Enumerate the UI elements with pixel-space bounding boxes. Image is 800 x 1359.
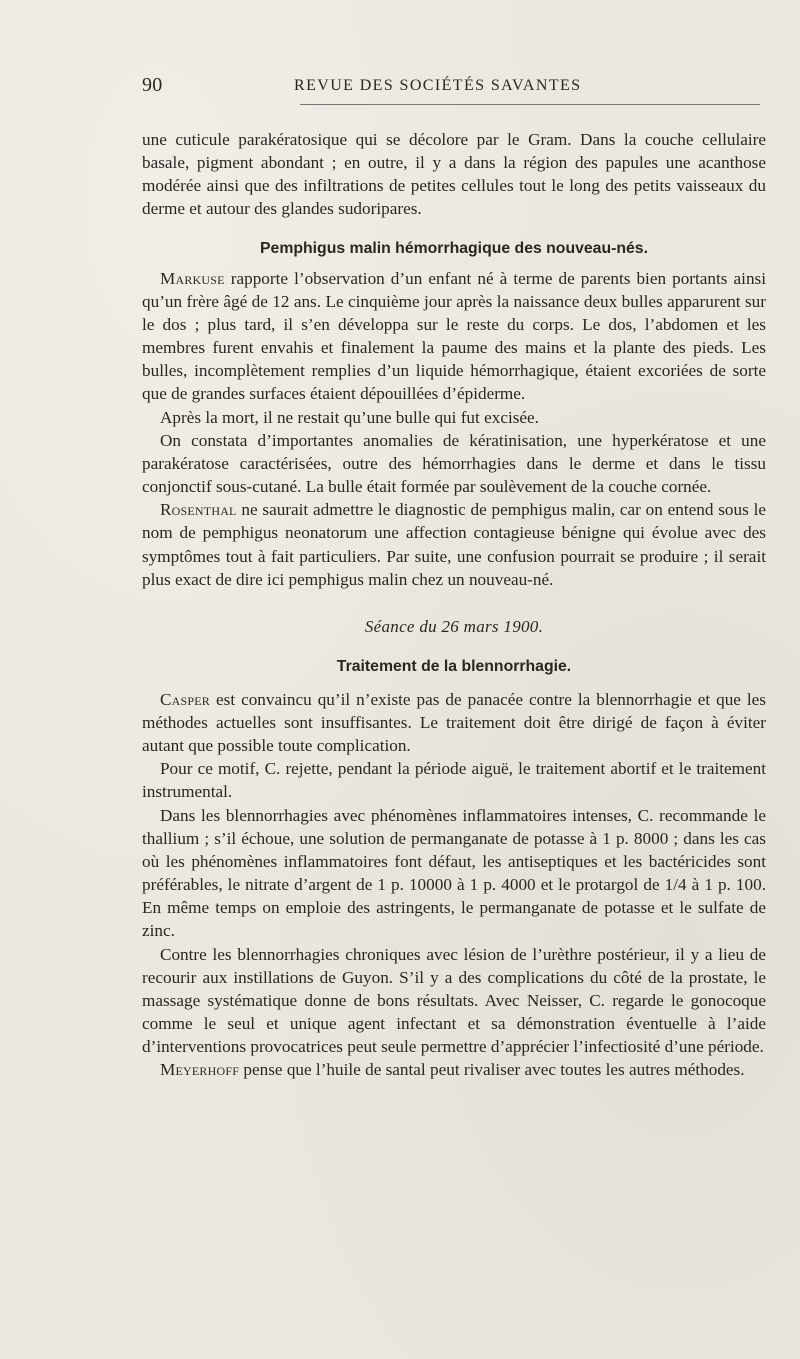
paragraph-meyerhoff — [142, 1058, 766, 1081]
paragraph-markuse — [142, 267, 766, 406]
author-name: Markuse — [160, 268, 225, 288]
article-body — [142, 128, 766, 1081]
running-title: REVUE DES SOCIÉTÉS SAVANTES — [294, 77, 582, 94]
paragraph-text: est convaincu qu’il n’existe pas de panacée contre la blennorrhagie et que les méthodes actuelles sont insuffisantes. Le traitement doit être dirigé de façon à éviter autant que possible toute complication. — [142, 689, 766, 756]
author-name: Rosenthal — [160, 500, 237, 520]
paragraph-rosenthal — [142, 498, 766, 591]
paragraph-text: On constata d’importantes anomalies de kératinisation, une hyperkératose et une parakératose caractérisées, outre des hémorrhagies dans le derme et dans le tissu conjonctif sous-cutané. La bulle était formée par soulèvement de la couche cornée. — [142, 430, 766, 497]
paragraph-text: Pour ce motif, C. rejette, pendant la période aiguë, le traitement abortif et le traitement instrumental. — [142, 759, 766, 802]
paragraph-text: rapporte l’observation d’un enfant né à terme de parents bien portants ainsi qu’un frère âgé de 12 ans. Le cinquième jour après la naissance deux bulles apparurent sur le dos ; plus tard, il s’en développa sur le reste du corps. Le dos, l’abdomen et les membres furent envahis et finalement la paume des mains et la plante des pieds. Les bulles, incomplètement remplies d’un liquide hémorrhagique, étaient excoriées de sorte que de grandes surfaces étaient dépouillées d’épiderme. — [142, 268, 766, 404]
paragraph-continuation: une cuticule parakératosique qui se décolore par le Gram. Dans la couche cellulaire basale, pigment abondant ; en outre, il y a dans la région des papules une acanthose modérée ainsi que des infiltrations de petites cellules tout le long des petits vaisseaux du derme et autour des glandes sudoripares. — [142, 130, 766, 219]
section-title-pemphigus: Pemphigus malin hémorrhagique des nouveau-nés. — [260, 239, 648, 257]
header-rule — [300, 104, 760, 105]
section-title-blennorrhagie: Traitement de la blennorrhagie. — [336, 657, 572, 675]
page-number: 90 — [142, 74, 163, 96]
session-heading: Séance du 26 mars 1900. — [364, 616, 544, 636]
author-name: Meyerhoff — [160, 1060, 240, 1080]
paragraph-text: pense que l’huile de santal peut rivaliser avec toutes les autres méthodes. — [239, 1060, 745, 1080]
author-name: Casper — [160, 689, 211, 709]
paragraph-text: ne saurait admettre le diagnostic de pemphigus malin, car on entend sous le nom de pemphigus neonatorum une affection contagieuse bénigne qui évolue avec des symptômes tout à fait particuliers. Par suite, une confusion pourrait se produire ; il serait plus exact de dire ici pemphigus malin chez un nouveau-né. — [142, 500, 766, 589]
paragraph-casper — [142, 688, 766, 757]
paragraph-text: Après la mort, il ne restait qu’une bulle qui fut excisée. — [160, 407, 539, 427]
paragraph-text: Dans les blennorrhagies avec phénomènes inflammatoires intenses, C. recommande le thallium ; s’il échoue, une solution de permanganate de potasse à 1 p. 8000 ; dans les cas où les phénomènes inflammatoires font défaut, les antiseptiques et les bactéricides sont préférables, le nitrate d’argent de 1 p. 10000 à 1 p. 4000 et le protargol de 1/4 à 1 p. 100. En même temps on emploie des astringents, le permanganate de potasse et le sulfate de zinc. — [142, 805, 766, 941]
page-header — [142, 74, 766, 106]
paragraph-text: Contre les blennorrhagies chroniques avec lésion de l’urèthre postérieur, il y a lieu de recourir aux instillations de Guyon. S’il y a des complications du côté de la prostate, le massage systématique donne de bons résultats. Avec Neisser, C. regarde le gonocoque comme le seul et unique agent infectant et sa démonstration éventuelle à l’aide d’interventions provocatrices peut seule permettre d’apprécier l’infectiosité d’une période. — [142, 944, 766, 1057]
